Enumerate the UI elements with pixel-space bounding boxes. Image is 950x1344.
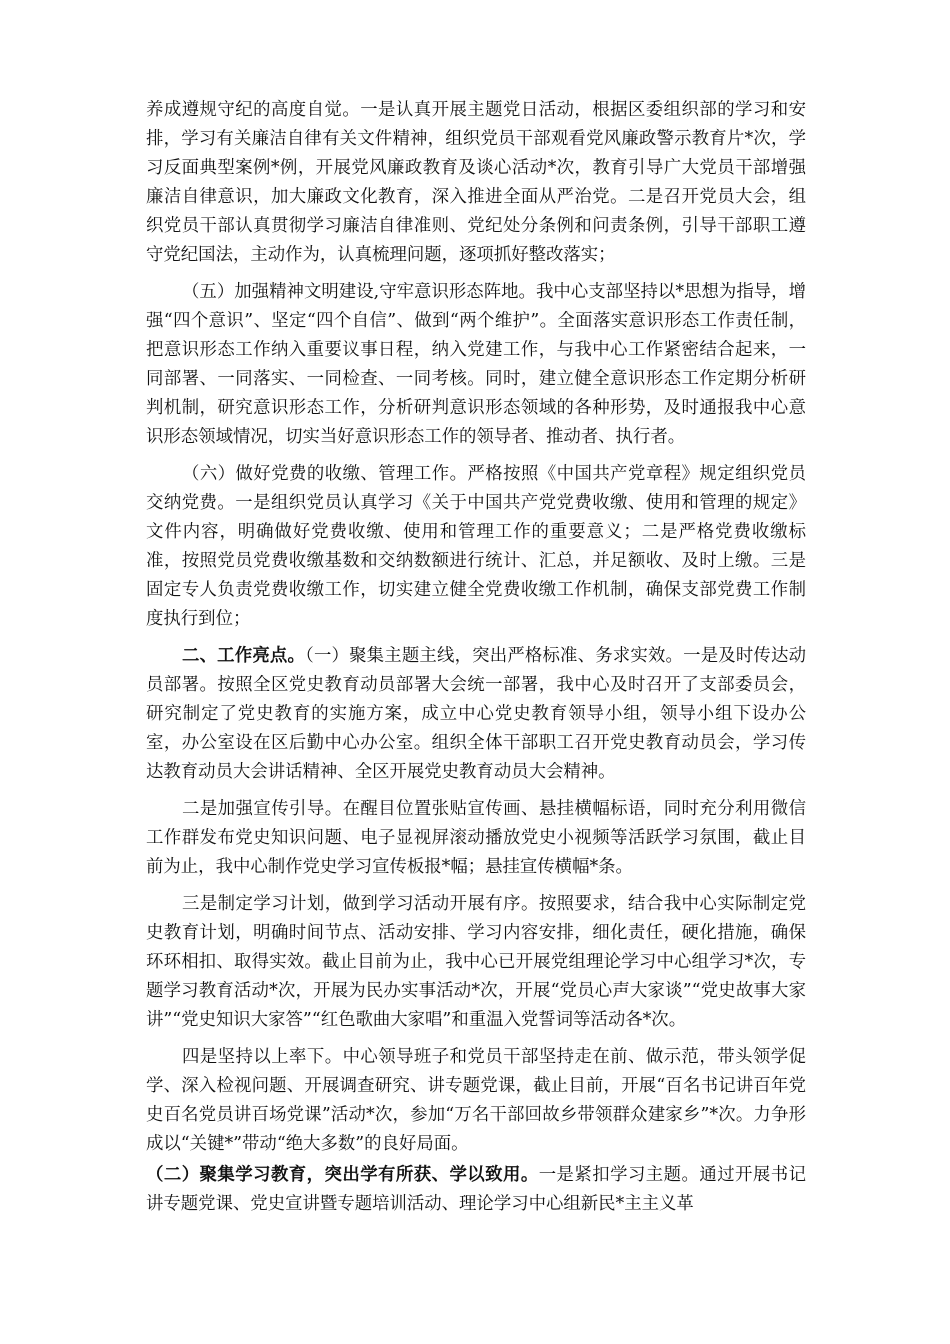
paragraph-text: （一）聚集主题主线，突出严格标准、务求实效。一是及时传达动员部署。按照全区党史教育动员部署大会统一部署，我中心及时召开了支部委员会，研究制定了党史教育的实施方案，成立中心党史教育领导小组，领导小组下设办公室，办公室设在区后勤中心办公室。组织全体干部职工召开党史教育动员会，学习传达教育动员大会讲话精神、全区开展党史教育动员大会精神。 (146, 646, 806, 782)
paragraph-publicity (146, 795, 806, 882)
paragraph-text: （五）加强精神文明建设,守牢意识形态阵地。我中心支部坚持以*思想为指导，增强“四个意识”、坚定“四个自信”、做到“两个维护”。全面落实意识形态工作责任制，把意识形态工作纳入重要议事日程，纳入党建工作，与我中心工作紧密结合起来，一同部署、一同落实、一同检查、一同考核。同时，建立健全意识形态工作定期分析研判机制，研究意识形态工作，分析研判意识形态领域的各种形势，及时通报我中心意识形态领域情况，切实当好意识形态工作的领导者、推动者、执行者。 (146, 282, 806, 447)
paragraph-text: （六）做好党费的收缴、管理工作。严格按照《中国共产党章程》规定组织党员交纳党费。一是组织党员认真学习《关于中国共产党党费收缴、使用和管理的规定》文件内容，明确做好党费收缴、使用和管理工作的重要意义；二是严格党费收缴标准，按照党员党费收缴基数和交纳数额进行统计、汇总，并足额收、及时上缴。三是固定专人负责党费收缴工作，切实建立健全党费收缴工作机制，确保支部党费工作制度执行到位； (146, 464, 806, 629)
paragraph-text: 养成遵规守纪的高度自觉。一是认真开展主题党日活动，根据区委组织部的学习和安排，学习有关廉洁自律有关文件精神，组织党员干部观看党风廉政警示教育片*次，学习反面典型案例*例，开展党风廉政教育及谈心活动*次，教育引导广大党员干部增强廉洁自律意识，加大廉政文化教育，深入推进全面从严治党。二是召开党员大会，组织党员干部认真贯彻学习廉洁自律准则、党纪处分条例和问责条例，引导干部职工遵守党纪国法，主动作为，认真梳理问题，逐项抓好整改落实； (146, 100, 806, 265)
paragraph-text: 二是加强宣传引导。在醒目位置张贴宣传画、悬挂横幅标语，同时充分利用微信工作群发布党史知识问题、电子显视屏滚动播放党史小视频等活跃学习氛围，截止目前为止，我中心制作党史学习宣传板报*幅；悬挂宣传横幅*条。 (146, 799, 806, 877)
paragraph-text: 三是制定学习计划，做到学习活动开展有序。按照要求，结合我中心实际制定党史教育计划，明确时间节点、活动安排、学习内容安排，细化责任，硬化措施，确保环环相扣、取得实效。截止目前为止，我中心已开展党组理论学习中心组学习*次，专题学习教育活动*次，开展为民办实事活动*次，开展“党员心声大家谈”“党史故事大家讲”“党史知识大家答”“红色歌曲大家唱”和重温入党誓词等活动各*次。 (146, 894, 806, 1030)
document-body (146, 96, 806, 1227)
paragraph-party-dues (146, 460, 806, 634)
paragraph-text: 一是紧扣学习主题。通过开展书记讲专题党课、党史宣讲暨专题培训活动、理论学习中心组新民*主主义革 (146, 1165, 806, 1214)
subsection-heading: （二）聚集学习教育，突出学有所获、学以致用。 (146, 1165, 539, 1185)
paragraph-study-plan (146, 890, 806, 1035)
paragraph-text: 四是坚持以上率下。中心领导班子和党员干部坚持走在前、做示范，带头领学促学、深入检视问题、开展调查研究、讲专题党课，截止目前，开展“百名书记讲百年党史百名党员讲百场党课”活动*次，参加“万名干部回故乡带领群众建家乡”*次。力争形成以“关键*”带动“绝大多数”的良好局面。 (146, 1047, 806, 1154)
paragraph-leadership (146, 1043, 806, 1159)
section-heading: 二、工作亮点。 (182, 646, 306, 666)
paragraph-highlights (146, 642, 806, 787)
paragraph-study-education (146, 1161, 806, 1219)
paragraph-discipline (146, 96, 806, 270)
paragraph-ideology (146, 278, 806, 452)
